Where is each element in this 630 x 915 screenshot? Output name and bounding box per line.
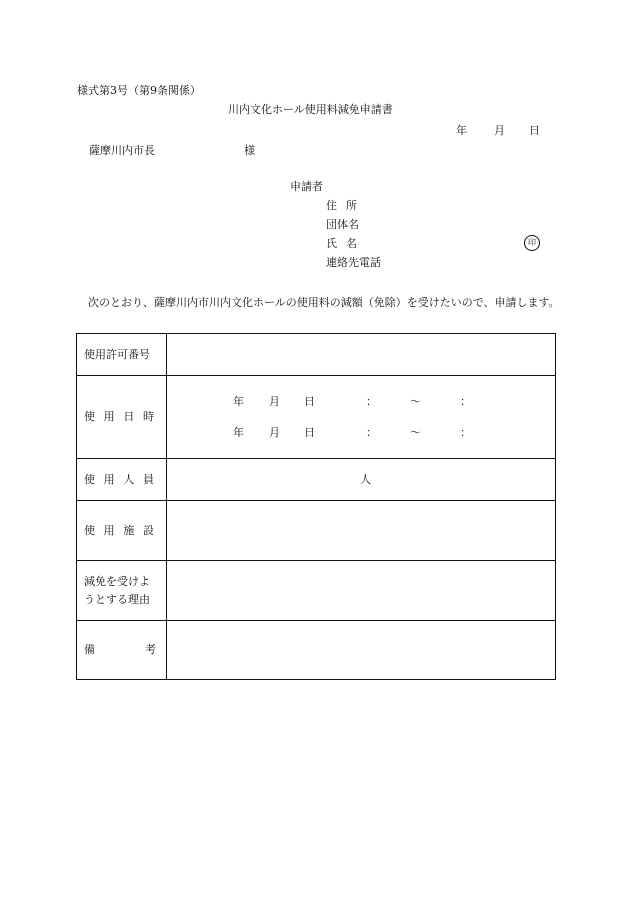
facility-label: 使 用 施 設 [77, 501, 167, 561]
date-year-label: 年 [456, 124, 467, 137]
seal-mark: 印 [524, 235, 540, 251]
table-row [77, 561, 556, 621]
application-table [76, 333, 556, 680]
table-row [77, 459, 556, 501]
honorific: 様 [244, 144, 255, 157]
name-label: 氏名 [326, 237, 366, 250]
table-row [77, 501, 556, 561]
permit-number-cell[interactable] [167, 334, 556, 376]
application-statement: 次のとおり、薩摩川内市川内文化ホールの使用料の減額（免除）を受けたいので、申請します。 [88, 296, 560, 309]
phone-label: 連絡先電話 [326, 256, 381, 269]
addressee: 薩摩川内市長 [89, 144, 155, 157]
people-label: 使 用 人 員 [77, 459, 167, 501]
reason-cell[interactable] [167, 561, 556, 621]
permit-number-label: 使用許可番号 [77, 334, 167, 376]
remarks-label: 備 考 [77, 621, 167, 680]
organization-label: 団体名 [326, 218, 359, 231]
table-row [77, 334, 556, 376]
datetime-line-2: 年 月 日 ： 〜 ： [233, 425, 471, 439]
date-day-label: 日 [529, 124, 540, 137]
people-cell[interactable]: 人 [167, 459, 556, 501]
remarks-cell[interactable] [167, 621, 556, 680]
table-row [77, 621, 556, 680]
datetime-line-1: 年 月 日 ： 〜 ： [233, 394, 471, 408]
datetime-cell[interactable] [167, 376, 556, 459]
document-title: 川内文化ホール使用料減免申請書 [228, 103, 393, 116]
form-number: 様式第3号（第9条関係） [77, 84, 201, 97]
table-row [77, 376, 556, 459]
reason-label: 減免を受けよ うとする理由 [77, 561, 167, 621]
date-month-label: 月 [494, 124, 505, 137]
address-label: 住所 [326, 199, 366, 212]
facility-cell[interactable] [167, 501, 556, 561]
applicant-heading: 申請者 [290, 180, 323, 193]
datetime-label: 使 用 日 時 [77, 376, 167, 459]
